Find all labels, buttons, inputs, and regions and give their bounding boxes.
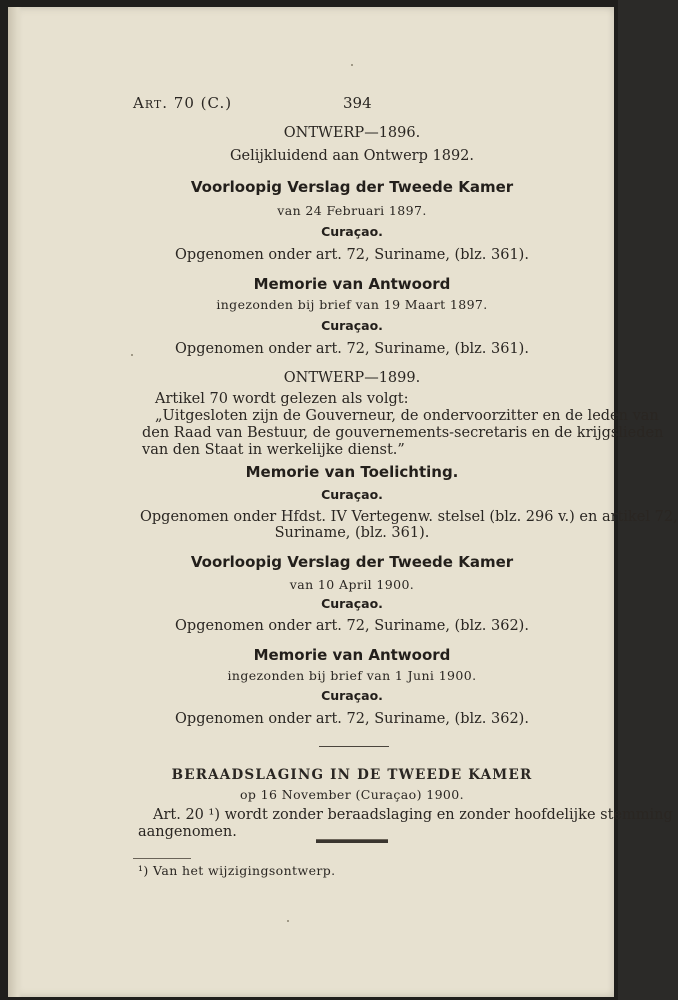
date-beraadslaging: op 16 November (Curaçao) 1900. — [239, 787, 465, 802]
mvt-text-line: Opgenomen onder Hfdst. IV Vertegenw. stelsel (blz. 296 v.) en artikel 72, — [140, 509, 678, 525]
opgenomen-line: Opgenomen onder art. 72, Suriname, (blz. 361). — [175, 247, 529, 263]
heading-voorloopig-verslag-1: Voorloopig Verslag der Tweede Kamer — [190, 178, 514, 196]
subheading-curacao: Curaçao. — [321, 487, 383, 502]
page-speck — [351, 64, 353, 66]
subheading-curacao: Curaçao. — [321, 318, 383, 333]
subheading-curacao: Curaçao. — [321, 596, 383, 611]
date-voorloopig-verslag-2: van 10 April 1900. — [289, 577, 415, 592]
page-gutter — [8, 7, 22, 997]
heading-beraadslaging: BERAADSLAGING IN DE TWEEDE KAMER — [171, 767, 533, 783]
artikel-intro: Artikel 70 wordt gelezen als volgt: — [155, 391, 409, 407]
heading-voorloopig-verslag-2: Voorloopig Verslag der Tweede Kamer — [190, 553, 514, 571]
end-rule — [316, 839, 388, 843]
heading-memorie-van-antwoord-1: Memorie van Antwoord — [253, 275, 451, 293]
footnote: ¹) Van het wijzigingsontwerp. — [138, 863, 336, 878]
artikel-text-line: „Uitgesloten zijn de Gouverneur, de ondervoorzitter en de leden van — [155, 408, 659, 424]
opgenomen-line: Opgenomen onder art. 72, Suriname, (blz. 362). — [175, 618, 529, 634]
heading-ontwerp-1896: ONTWERP—1896. — [283, 125, 421, 141]
gelijkluidend-line: Gelijkluidend aan Ontwerp 1892. — [229, 148, 475, 164]
book-page — [8, 7, 678, 997]
date-voorloopig-verslag-1: van 24 Februari 1897. — [277, 203, 427, 218]
art20-text-line: aangenomen. — [138, 824, 237, 840]
artikel-text-line: den Raad van Bestuur, de gouvernements-secretaris en de krijgslieden — [142, 425, 664, 441]
opgenomen-line: Opgenomen onder art. 72, Suriname, (blz. 361). — [175, 341, 529, 357]
subheading-curacao: Curaçao. — [321, 224, 383, 239]
art20-text-line: Art. 20 ¹) wordt zonder beraadslaging en zonder hoofdelijke stemming — [153, 807, 673, 823]
page-speck — [287, 920, 289, 922]
section-divider — [319, 746, 389, 747]
opgenomen-line: Opgenomen onder art. 72, Suriname, (blz. 362). — [175, 711, 529, 727]
heading-memorie-van-toelichting: Memorie van Toelichting. — [245, 463, 459, 481]
date-memorie-van-antwoord-2: ingezonden bij brief van 1 Juni 1900. — [227, 668, 477, 683]
date-memorie-van-antwoord-1: ingezonden bij brief van 19 Maart 1897. — [216, 297, 488, 312]
subheading-curacao: Curaçao. — [321, 688, 383, 703]
footnote-rule — [133, 858, 191, 859]
page-number: 394 — [343, 94, 372, 112]
heading-ontwerp-1899: ONTWERP—1899. — [283, 370, 421, 386]
heading-memorie-van-antwoord-2: Memorie van Antwoord — [253, 646, 451, 664]
running-header-article: Art. 70 (C.) — [133, 94, 233, 112]
mvt-text-line: Suriname, (blz. 361). — [274, 525, 430, 541]
artikel-text-line: van den Staat in werkelijke dienst.” — [142, 442, 405, 458]
